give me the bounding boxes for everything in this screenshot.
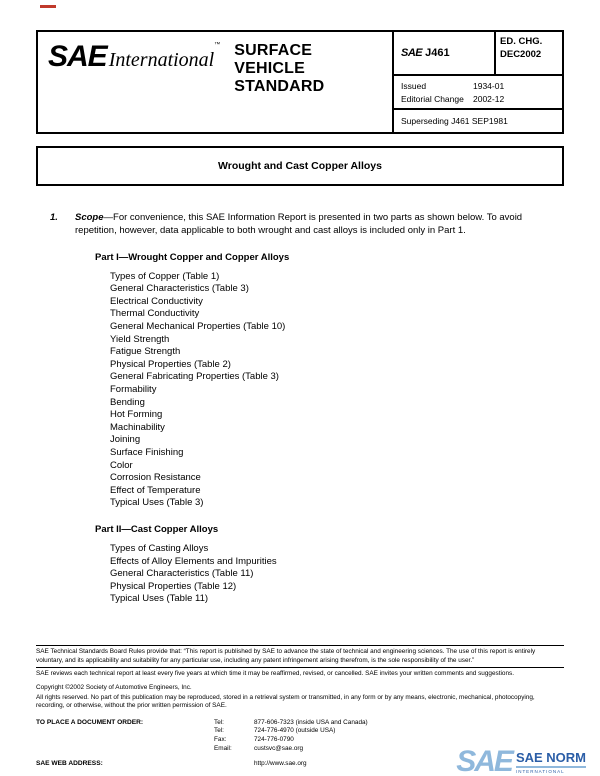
doc-type-line: STANDARD (234, 77, 325, 95)
scope-paragraph (36, 212, 564, 238)
copyright-block (36, 684, 564, 711)
document-type-title (234, 42, 324, 96)
part1-list (110, 271, 564, 510)
toc-item: Color (110, 459, 133, 471)
web-address-label: SAE WEB ADDRESS: (36, 760, 103, 768)
document-title-band (36, 146, 564, 186)
sae-norm-name: SAE NORM (515, 750, 586, 765)
scope-section-number: 1. (50, 212, 58, 223)
contact-line (214, 736, 564, 745)
contact-label: Fax: (214, 736, 227, 744)
red-scan-mark (40, 5, 56, 8)
sae-international-logo (48, 42, 220, 72)
toc-item: Surface Finishing (110, 446, 184, 458)
contact-line (214, 719, 564, 728)
issued-value: 1934-01 (473, 81, 505, 92)
email-link[interactable]: custsvc@sae.org (254, 744, 304, 752)
contact-value: 724-776-0790 (254, 736, 294, 744)
toc-item: Thermal Conductivity (110, 308, 200, 320)
document-title: Wrought and Cast Copper Alloys (218, 160, 382, 172)
header-code-row (394, 32, 562, 76)
toc-item: General Characteristics (Table 3) (110, 283, 249, 295)
toc-item: Hot Forming (110, 409, 163, 421)
issued-line (401, 80, 555, 92)
issued-label: Issued (401, 81, 427, 92)
contact-label: Tel: (214, 727, 224, 735)
toc-item: Types of Casting Alloys (110, 542, 209, 554)
scope-body-text: —For convenience, this SAE Information Report is presented in two parts as shown below. To avoid repetition, however, data applicable to both wrought and cast alloys is included only in Part 1. (75, 212, 523, 236)
part2-list (110, 543, 564, 606)
standard-code-cell (394, 32, 496, 74)
toc-item: Joining (110, 434, 141, 446)
order-section-label: TO PLACE A DOCUMENT ORDER: (36, 718, 144, 726)
sae-international-text: International (108, 49, 215, 71)
web-address-link[interactable]: http://www.sae.org (254, 760, 307, 768)
editorial-change-value: 2002-12 (473, 93, 505, 104)
sae-norm-glyph: SAE (456, 744, 512, 776)
toc-item: Physical Properties (Table 2) (110, 358, 231, 370)
header-left (38, 32, 392, 132)
toc-item: Formability (110, 383, 157, 395)
toc-item: Corrosion Resistance (110, 472, 201, 484)
doc-type-line: SURFACE (234, 42, 313, 59)
toc-item: Machinability (110, 421, 165, 433)
toc-item: General Fabricating Properties (Table 3) (110, 371, 279, 383)
standard-number: J461 (425, 47, 450, 60)
header-right (392, 32, 562, 132)
header-dates-row (394, 76, 562, 110)
sae-glyph: SAE (401, 47, 423, 60)
sae-norm-wordmark (516, 751, 586, 774)
toc-item: Effects of Alloy Elements and Impurities (110, 555, 277, 567)
toc-item: Fatigue Strength (110, 346, 181, 358)
toc-item: General Characteristics (Table 11) (110, 568, 254, 580)
footer-rule (36, 645, 564, 646)
toc-item: Bending (110, 396, 145, 408)
toc-item: General Mechanical Properties (Table 10) (110, 321, 286, 332)
edition-change-cell (496, 32, 562, 74)
toc-item: Electrical Conductivity (110, 295, 203, 307)
toc-item: Typical Uses (Table 11) (110, 593, 209, 605)
toc-item: Effect of Temperature (110, 484, 201, 496)
scope-label: Scope (75, 212, 104, 223)
edition-change-date: DEC2002 (500, 48, 542, 60)
sae-norm-bar (516, 766, 586, 768)
rights-text: All rights reserved. No part of this publication may be reproduced, stored in a retrieval system or transmitted, in any form or by any means, electronic, mechanical, photocopying, recording, or otherwise, without the prior written permission of SAE. (36, 693, 535, 710)
doc-type-line: VEHICLE (234, 59, 305, 77)
scope-text (75, 212, 564, 238)
editorial-change-label: Editorial Change (401, 93, 464, 104)
contact-value: 877-606-7323 (inside USA and Canada) (254, 718, 368, 726)
part2-heading: Part II—Cast Copper Alloys (95, 523, 219, 535)
document-body (36, 212, 564, 606)
contact-label: Tel: (214, 718, 224, 726)
footer-notice-2: SAE reviews each technical report at least every five years at which time it may be reaffirmed, revised, or cancelled. SAE invites your written comments and suggestions. (36, 670, 514, 678)
superseding-text: Superseding J461 SEP1981 (401, 116, 508, 126)
toc-item: Types of Copper (Table 1) (110, 270, 220, 282)
sae-norm-logo (456, 744, 586, 776)
footer-rule (36, 667, 564, 668)
sae-logo-text: SAE (48, 40, 107, 73)
trademark-symbol: ™ (214, 42, 221, 48)
edition-change-label: ED. CHG. (500, 36, 543, 47)
sae-norm-subtext: INTERNATIONAL (515, 769, 565, 774)
contact-value: 724-776-4970 (outside USA) (254, 727, 336, 735)
footer-notice-1: SAE Technical Standards Board Rules provide that: “This report is published by SAE to advance the state of technical and engineering sciences. The use of this report is entirely voluntary, and its applicability and suitability for any particular use, including any patent infringement arising therefrom, is the sole responsibility of the user.” (36, 648, 536, 664)
header-box (36, 30, 564, 134)
contact-label: Email: (214, 744, 232, 752)
contact-line (214, 727, 564, 736)
editorial-change-line (401, 93, 555, 105)
toc-item: Yield Strength (110, 333, 170, 345)
copyright-text: Copyright ©2002 Society of Automotive Engineers, Inc. (36, 683, 192, 691)
part1-heading: Part I—Wrought Copper and Copper Alloys (95, 251, 290, 263)
toc-item: Typical Uses (Table 3) (110, 497, 204, 509)
superseding-row (394, 110, 562, 132)
toc-item: Physical Properties (Table 12) (110, 580, 237, 592)
